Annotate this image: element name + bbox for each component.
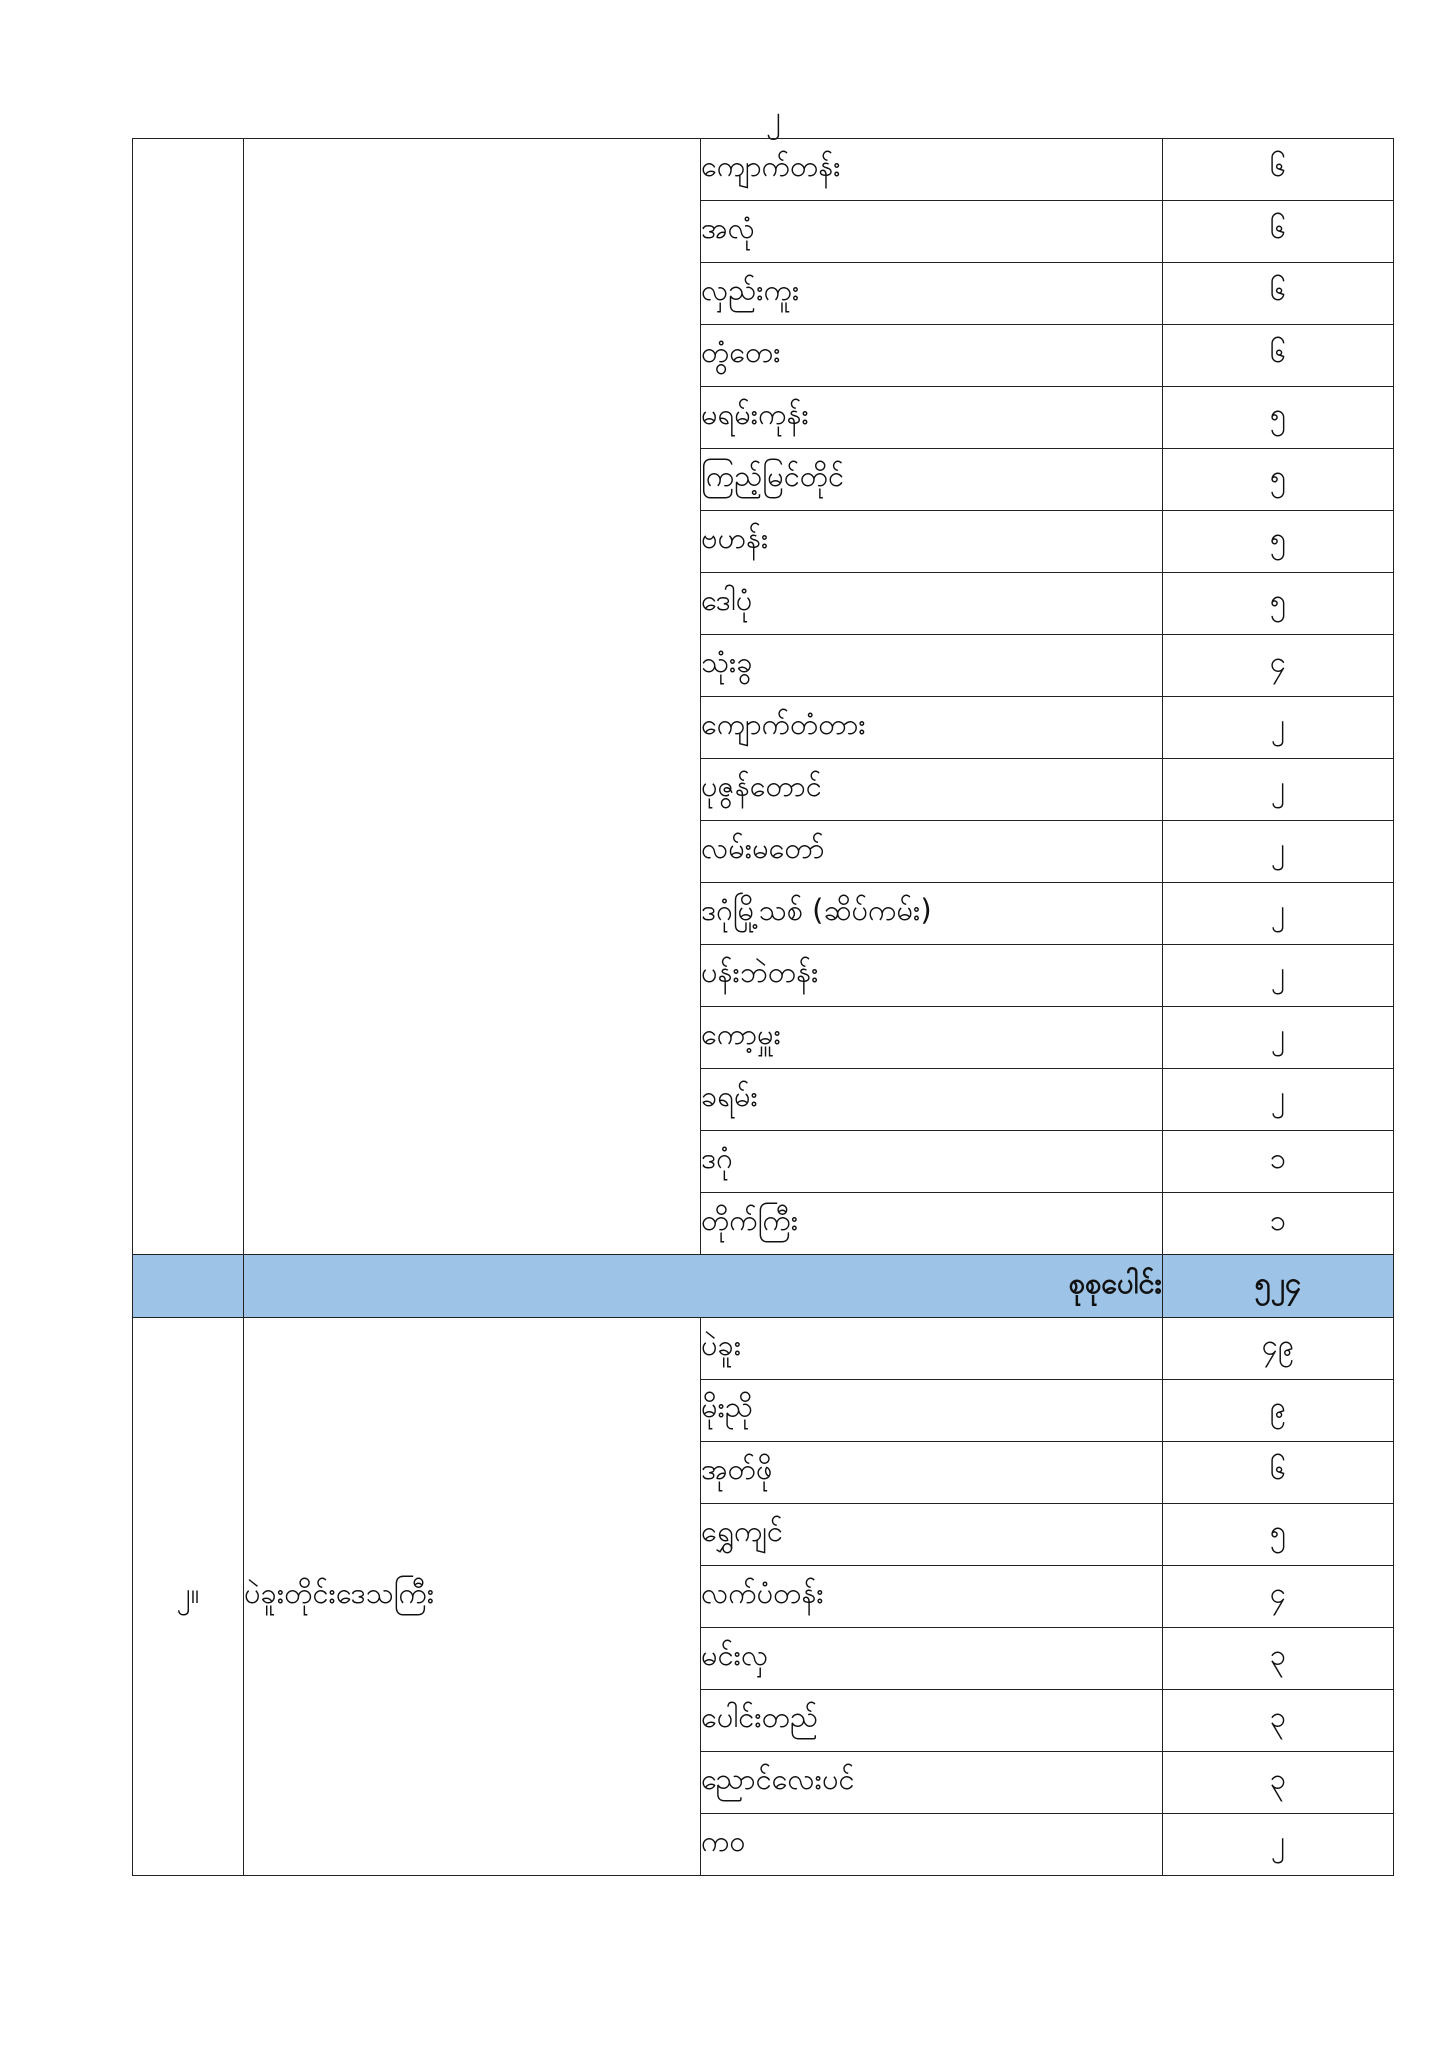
township-cell: မိုးညို: [701, 1380, 1163, 1442]
subtotal-body: [133, 1255, 1394, 1318]
count-cell: ၄: [1163, 635, 1394, 697]
township-cell: ကျောက်တန်း: [701, 139, 1163, 201]
township-cell: ပုဇွန်တောင်: [701, 759, 1163, 821]
section-1-body: [133, 139, 1394, 1255]
count-cell: ၂: [1163, 759, 1394, 821]
township-cell: ညောင်လေးပင်: [701, 1752, 1163, 1814]
township-cell: ဗဟန်း: [701, 511, 1163, 573]
count-cell: ၆: [1163, 325, 1394, 387]
subtotal-empty-cell: [133, 1255, 244, 1318]
township-cell: ရွှေကျင်: [701, 1504, 1163, 1566]
count-cell: ၄: [1163, 1566, 1394, 1628]
count-cell: ၅: [1163, 1504, 1394, 1566]
count-cell: ၅: [1163, 387, 1394, 449]
count-cell: ၃: [1163, 1690, 1394, 1752]
township-cell: ဒေါပုံ: [701, 573, 1163, 635]
township-cell: ပဲခူး: [701, 1318, 1163, 1380]
subtotal-row: [133, 1255, 1394, 1318]
township-cell: ခရမ်း: [701, 1069, 1163, 1131]
township-cell: ကဝ: [701, 1814, 1163, 1876]
count-cell: ၂: [1163, 1069, 1394, 1131]
township-cell: ဒဂုံ: [701, 1131, 1163, 1193]
township-cell: သုံးခွ: [701, 635, 1163, 697]
count-cell: ၁: [1163, 1131, 1394, 1193]
count-cell: ၄၉: [1163, 1318, 1394, 1380]
section-1-region-cell: [244, 139, 701, 1255]
township-cell: ကော့မှူး: [701, 1007, 1163, 1069]
count-cell: ၃: [1163, 1628, 1394, 1690]
count-cell: ၂: [1163, 883, 1394, 945]
count-cell: ၂: [1163, 1007, 1394, 1069]
township-cell: ကြည့်မြင်တိုင်: [701, 449, 1163, 511]
count-cell: ၂: [1163, 1814, 1394, 1876]
count-cell: ၅: [1163, 573, 1394, 635]
section-1-number-cell: [133, 139, 244, 1255]
count-cell: ၂: [1163, 821, 1394, 883]
count-cell: ၅: [1163, 511, 1394, 573]
section-2-body: [133, 1318, 1394, 1876]
subtotal-value: ၅၂၄: [1163, 1255, 1394, 1318]
count-cell: ၆: [1163, 263, 1394, 325]
table-row: [133, 139, 1394, 201]
count-cell: ၂: [1163, 697, 1394, 759]
section-2-region-name: ပဲခူးတိုင်းဒေသကြီး: [244, 1318, 701, 1876]
township-cell: ပန်းဘဲတန်း: [701, 945, 1163, 1007]
table-row: [133, 1318, 1394, 1380]
township-table: [132, 138, 1394, 1876]
count-cell: ၉: [1163, 1380, 1394, 1442]
section-2-number: ၂။: [133, 1318, 244, 1876]
township-cell: အုတ်ဖို: [701, 1442, 1163, 1504]
count-cell: ၆: [1163, 201, 1394, 263]
township-cell: လက်ပံတန်း: [701, 1566, 1163, 1628]
page-number: ၂: [766, 100, 781, 135]
township-cell: ဒဂုံမြို့သစ် (ဆိပ်ကမ်း): [701, 883, 1163, 945]
township-cell: တွံတေး: [701, 325, 1163, 387]
township-cell: တိုက်ကြီး: [701, 1193, 1163, 1255]
township-cell: မရမ်းကုန်း: [701, 387, 1163, 449]
township-cell: ကျောက်တံတား: [701, 697, 1163, 759]
count-cell: ၁: [1163, 1193, 1394, 1255]
township-cell: မင်းလှ: [701, 1628, 1163, 1690]
count-cell: ၆: [1163, 139, 1394, 201]
township-cell: လှည်းကူး: [701, 263, 1163, 325]
township-cell: အလုံ: [701, 201, 1163, 263]
count-cell: ၆: [1163, 1442, 1394, 1504]
count-cell: ၂: [1163, 945, 1394, 1007]
count-cell: ၅: [1163, 449, 1394, 511]
township-cell: လမ်းမတော်: [701, 821, 1163, 883]
township-cell: ပေါင်းတည်: [701, 1690, 1163, 1752]
count-cell: ၃: [1163, 1752, 1394, 1814]
subtotal-label: စုစုပေါင်း: [244, 1255, 1163, 1318]
